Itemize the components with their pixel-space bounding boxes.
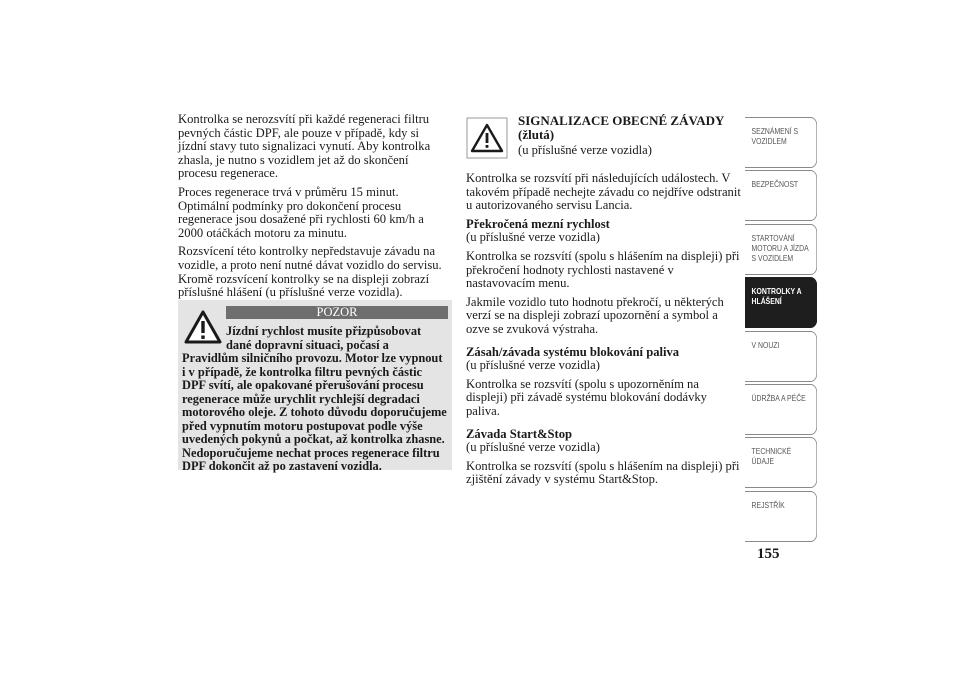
section-heading xyxy=(518,114,758,142)
section-paragraph: Kontrolka se rozsvítí (spolu s hlášením na displeji) při zjištění závady v systému Start&Stop. xyxy=(466,458,740,487)
section-paragraph: Kontrolka se rozsvítí (spolu s upozorněním na displeji) při závadě systému blokování dodávky paliva. xyxy=(466,376,707,418)
tab-startovani-motoru[interactable] xyxy=(745,224,817,275)
page-number: 155 xyxy=(757,546,780,562)
tab-bezpecnost[interactable] xyxy=(745,170,817,221)
section-title-fuel-cutoff: Zásah/závada systému blokování paliva xyxy=(466,344,680,359)
tab-label: REJSTŘÍK xyxy=(751,499,785,510)
warning-text: Jízdní rychlost musíte přizpůsobovat dané dopravní situaci, počasí a Pravidlům silničního provozu. Motor lze vypnout i v případě, že kontrolka filtru pevných částic DPF svítí, ale opakované přerušování procesu regenerace může urychlit rychlejší degradaci motorového oleje. Z tohoto důvodu doporučujeme před vypnutím motoru postupovat podle výše uvedených pokynů a počkat, až kontrolka zhasne. Nedoporučujeme nechat proces regenerace filtru DPF dokončit až po zastavení vozidla. xyxy=(182,324,447,474)
section-note-fuel-cutoff: (u příslušné verze vozidla) xyxy=(466,358,600,373)
heading-note: (u příslušné verze vozidla) xyxy=(518,143,652,157)
tab-label: MOTORU A JÍZDA xyxy=(751,242,809,253)
tab-label: HLÁŠENÍ xyxy=(751,296,782,307)
section-note-speed-limit: (u příslušné verze vozidla) xyxy=(466,230,600,245)
paragraph-regeneration-duration: Proces regenerace trvá v průměru 15 minut. Optimální podmínky pro dokončení procesu regenerace jsou dosažené při rychlosti 60 km/h a 2000 otáčkách motoru za minutu. xyxy=(178,184,424,240)
warning-box xyxy=(178,300,452,474)
right-column xyxy=(466,172,742,492)
section-paragraph: Jakmile vozidlo tuto hodnotu překročí, u některých verzí se na displeji zobrazí upozornění a symbol a ozve se zvuková výstraha. xyxy=(466,294,724,336)
section-title-speed-limit: Překročená mezní rychlost xyxy=(466,216,610,231)
left-column xyxy=(178,113,450,305)
intro-paragraph: Kontrolka se rozsvítí při následujících událostech. V takovém případě nechejte závadu co nejdříve odstranit u autorizovaného servisu Lancia. xyxy=(466,171,741,213)
tab-label: V NOUZI xyxy=(751,339,780,350)
warning-text-block xyxy=(182,325,448,474)
tab-kontrolky-a-hlaseni[interactable] xyxy=(745,277,817,328)
chapter-tabs xyxy=(745,117,817,544)
paragraph-no-fault: Rozsvícení této kontrolky nepředstavuje závadu na vozidle, a proto není nutné dávat vozidlo do servisu. Kromě rozsvícení kontrolky se na displeji zobrazí příslušné hlášení (u příslušné verze vozidla). xyxy=(178,244,442,300)
paragraph-dpf-regeneration: Kontrolka se nerozsvítí při každé regeneraci filtru pevných částic DPF, ale pouze v případě, kdy si jízdní stavy tuto signalizaci vynutí. Aby kontrolka zhasla, je nutno s vozidlem jet až do skončení procesu regenerace. xyxy=(178,112,431,181)
tab-label: KONTROLKY A xyxy=(751,286,802,297)
tab-label: S VOZIDLEM xyxy=(751,252,794,263)
heading-text: SIGNALIZACE OBECNÉ ZÁVADY xyxy=(518,113,725,128)
section-title-start-stop: Závada Start&Stop xyxy=(466,426,573,441)
tab-v-nouzi[interactable] xyxy=(745,331,817,382)
tab-label: TECHNICKÉ xyxy=(751,446,792,457)
section-paragraph: Kontrolka se rozsvítí (spolu s hlášením na displeji) při překročení hodnoty rychlosti nastavené v nastavovacím menu. xyxy=(466,248,740,291)
heading-color: (žlutá) xyxy=(518,127,555,142)
tab-udrzba-a-pece[interactable] xyxy=(745,384,817,435)
tab-label: STARTOVÁNÍ xyxy=(751,232,795,243)
tab-rejstrik[interactable] xyxy=(745,491,817,542)
tab-seznameni-s-vozidlem[interactable] xyxy=(745,117,817,168)
tab-label: SEZNÁMENÍ S xyxy=(751,126,799,136)
tab-technicke-udaje[interactable] xyxy=(745,437,817,488)
warning-title: POZOR xyxy=(226,306,448,319)
tab-label: ÚDRŽBA A PÉČE xyxy=(751,392,806,403)
tab-label: VOZIDLEM xyxy=(751,136,787,146)
section-note-start-stop: (u příslušné verze vozidla) xyxy=(466,440,600,455)
tab-label: BEZPEČNOST xyxy=(751,179,799,190)
tab-label: ÚDAJE xyxy=(751,456,775,467)
general-fault-warning-icon xyxy=(466,117,508,159)
